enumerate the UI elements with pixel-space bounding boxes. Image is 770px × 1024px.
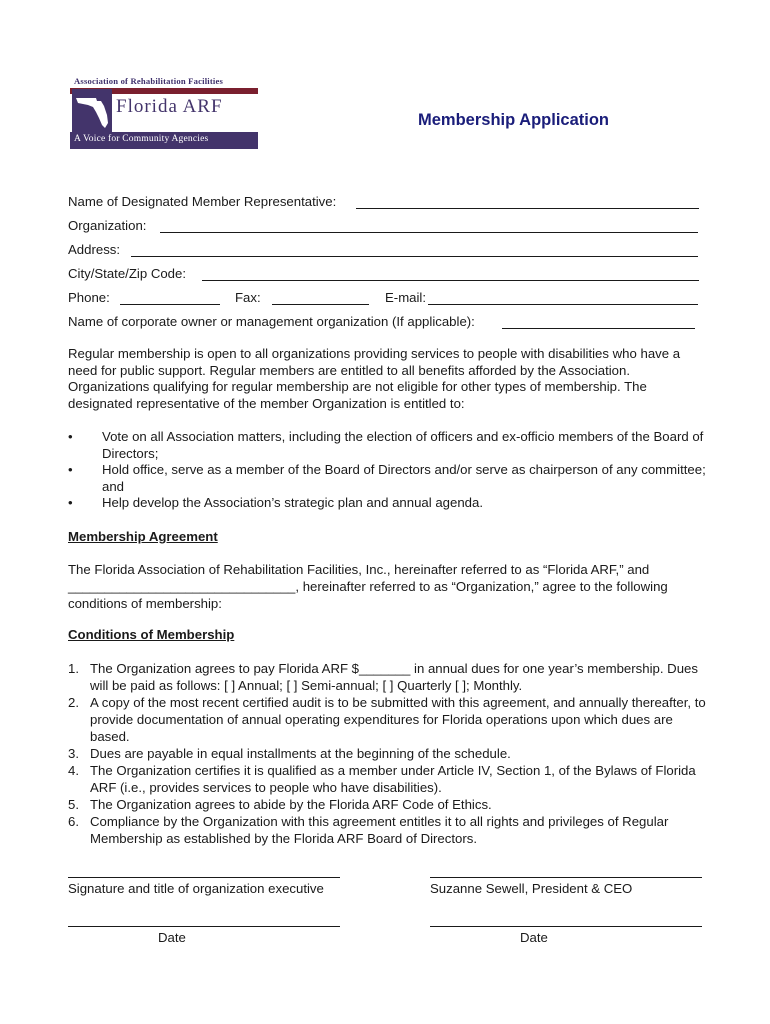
logo-tagline: A Voice for Community Agencies: [74, 134, 209, 144]
fax-field[interactable]: [272, 304, 369, 305]
list-item: [68, 762, 708, 796]
conditions-list: [68, 660, 708, 847]
bullet-icon: •: [68, 429, 73, 444]
agreement-line-1: The Florida Association of Rehabilitation Facilities, Inc., hereinafter referred to as “Florida ARF,” and: [68, 562, 650, 577]
logo-tagline-band: [70, 132, 258, 149]
list-item: [68, 694, 708, 745]
organization-label: Organization:: [68, 218, 147, 233]
agreement-line-3: conditions of membership:: [68, 596, 222, 611]
page-title: Membership Application: [418, 111, 609, 129]
president-date-line[interactable]: [430, 926, 702, 927]
organization-field[interactable]: [160, 232, 698, 233]
list-item: [68, 462, 708, 495]
list-item-text: Hold office, serve as a member of the Board of Directors and/or serve as chairperson of any committee; and: [102, 462, 706, 494]
president-date-label: Date: [520, 930, 548, 945]
email-field[interactable]: [428, 304, 698, 305]
list-item-text: The Organization agrees to abide by the Florida ARF Code of Ethics.: [90, 797, 492, 812]
list-number: 2.: [68, 695, 79, 710]
list-item-text: The Organization agrees to pay Florida ARF $_______ in annual dues for one year’s membership. Dues will be paid as follows: [ ] Annual; [ ] Semi-annual; [ ] Quarterly [ ]; Monthly.: [90, 661, 698, 693]
executive-signature-line[interactable]: [68, 877, 340, 878]
corporate-owner-label: Name of corporate owner or management organization (If applicable):: [68, 314, 475, 329]
logo-association-text: Association of Rehabilitation Facilities: [74, 76, 224, 86]
email-label: E-mail:: [385, 290, 427, 305]
list-item-text: The Organization certifies it is qualified as a member under Article IV, Section 1, of the Bylaws of Florida ARF (i.e., provides services to people who have disabilities).: [90, 763, 696, 795]
fax-label: Fax:: [235, 290, 261, 305]
address-field[interactable]: [131, 256, 698, 257]
list-item-text: Help develop the Association’s strategic plan and annual agenda.: [102, 495, 484, 511]
agreement-line-2: _______________________________, hereinafter referred to as “Organization,” agree to the following: [68, 579, 668, 594]
corporate-owner-field[interactable]: [502, 328, 695, 329]
logo-name-text: Florida ARF: [116, 96, 223, 117]
list-item-text: Vote on all Association matters, including the election of officers and ex-officio members of the Board of Directors;: [102, 429, 704, 461]
phone-label: Phone:: [68, 290, 110, 305]
executive-date-line[interactable]: [68, 926, 340, 927]
list-item-text: Compliance by the Organization with this agreement entitles it to all rights and privileges of Regular Membership as established by the Florida ARF Board of Directors.: [90, 814, 669, 846]
phone-field[interactable]: [120, 304, 220, 305]
bullet-icon: •: [68, 462, 73, 478]
conditions-heading: Conditions of Membership: [68, 627, 235, 642]
list-number: 4.: [68, 763, 79, 778]
list-item: [68, 796, 708, 813]
florida-map-icon: [72, 89, 112, 134]
representative-field[interactable]: [356, 208, 699, 209]
bullet-icon: •: [68, 495, 73, 511]
list-number: 1.: [68, 661, 79, 676]
intro-paragraph: Regular membership is open to all organizations providing services to people with disabilities who have a need for public support. Regular members are entitled to all benefits afforded by the Association. Organizations qualifying for regular membership are not eligible for other types of membership. The designated representative of the member Organization is entitled to:: [68, 346, 681, 411]
list-number: 3.: [68, 746, 79, 761]
city-state-zip-label: City/State/Zip Code:: [68, 266, 187, 281]
executive-signature-label: Signature and title of organization executive: [68, 881, 324, 896]
florida-arf-logo: [70, 76, 258, 150]
city-state-zip-field[interactable]: [202, 280, 699, 281]
list-item: [68, 429, 708, 462]
list-item: [68, 495, 708, 512]
president-signature-line[interactable]: [430, 877, 702, 878]
representative-label: Name of Designated Member Representative:: [68, 194, 337, 209]
executive-date-label: Date: [158, 930, 186, 945]
list-item-text: Dues are payable in equal installments at the beginning of the schedule.: [90, 746, 511, 761]
membership-agreement-heading: Membership Agreement: [68, 529, 218, 544]
list-number: 5.: [68, 797, 79, 812]
representative-rights-list: [68, 429, 708, 512]
address-label: Address:: [68, 242, 121, 257]
list-item-text: A copy of the most recent certified audit is to be submitted with this agreement, and annually thereafter, to provide documentation of annual operating expenditures for Florida operations upon which dues are based.: [90, 695, 706, 744]
list-item: [68, 745, 708, 762]
list-number: 6.: [68, 814, 79, 829]
list-item: [68, 660, 708, 694]
list-item: [68, 813, 708, 847]
president-signature-label: Suzanne Sewell, President & CEO: [430, 881, 633, 896]
